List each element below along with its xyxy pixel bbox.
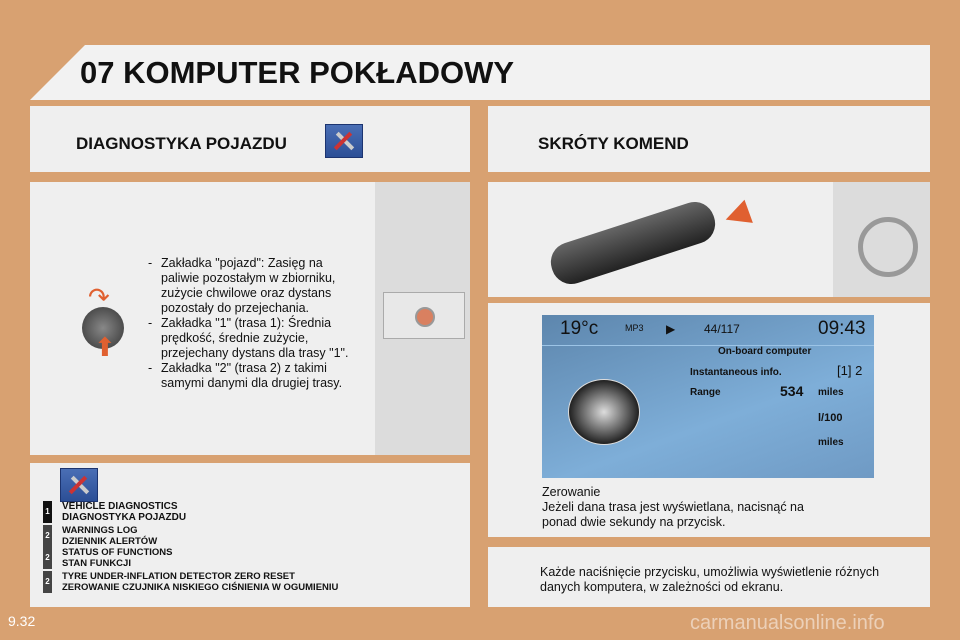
watermark: carmanualsonline.info: [690, 612, 885, 634]
screen-heading: On-board computer: [718, 346, 812, 357]
bullet: - Zakładka "1" (trasa 1): Średnia prędkość, średnie zużycie, przejechany dystans dla trasy "1".: [148, 316, 349, 360]
bullet: - Zakładka "pojazd": Zasięg na paliwie pozostałym w zbiorniku, zużycie chwilowe oraz dystans pozostały do przejechania.: [148, 256, 336, 315]
reset-text: Jeżeli dana trasa jest wyświetlana, nacisnąć na ponad dwie sekundy na przycisk.: [542, 500, 804, 529]
inst-label: Instantaneous info.: [690, 367, 782, 378]
range-label: Range: [690, 387, 721, 398]
trip-tabs: [1] 2: [837, 363, 863, 378]
menu-item: 2 TYRE UNDER-INFLATION DETECTOR ZERO RESET ZEROWANIE CZUJNIKA NISKIEGO CIŚNIENIA W OGUMIENIU: [43, 571, 363, 593]
diagnostics-tool-icon: [325, 124, 363, 158]
play-icon: ▶: [666, 322, 676, 336]
info-panel: [488, 547, 930, 607]
display-screen: [542, 315, 874, 478]
clock-time: 09:43: [818, 318, 866, 339]
diagnostics-tool-icon: [60, 468, 98, 502]
page-number: 9.32: [8, 613, 36, 629]
left-header-panel: [30, 106, 470, 172]
source: MP3: [625, 323, 644, 333]
range-value: 534: [780, 383, 804, 399]
menu-panel: [30, 463, 470, 607]
menu-item: 2 WARNINGS LOG DZIENNIK ALERTÓW: [43, 525, 363, 547]
steering-wheel-icon: [858, 217, 918, 277]
dashboard-image: [375, 182, 470, 455]
rotate-arrow-icon: ↷: [88, 282, 110, 312]
left-header: DIAGNOSTYKA POJAZDU: [76, 134, 287, 153]
bullet: - Zakładka "2" (trasa 2) z takimi samymi danymi dla drugiej trasy.: [148, 361, 343, 390]
push-arrow-icon: ⬆: [94, 332, 116, 362]
reset-title: Zerowanie: [542, 485, 601, 499]
menu-item: 2 STATUS OF FUNCTIONS STAN FUNKCJI: [43, 547, 363, 571]
info-text: Każde naciśnięcie przycisku, umożliwia wyświetlenie różnych danych komputera, w zależności od ekranu.: [540, 565, 880, 594]
consumption-unit: l/100: [818, 412, 843, 424]
control-stalk-image: [546, 197, 721, 289]
stalk-image-panel: [488, 182, 930, 297]
analog-clock: [568, 379, 640, 445]
arrow-icon: ◀: [718, 191, 755, 235]
range-unit: miles: [818, 387, 844, 398]
right-header: SKRÓTY KOMEND: [538, 134, 689, 153]
page-title: 07 KOMPUTER POKŁADOWY: [80, 55, 515, 90]
right-header-panel: [488, 106, 930, 172]
track: 44/117: [704, 322, 740, 336]
temperature: 19°c: [560, 318, 599, 339]
distance-unit: miles: [818, 437, 844, 448]
menu-item: 1 VEHICLE DIAGNOSTICS DIAGNOSTYKA POJAZDU: [43, 501, 363, 525]
diagnostics-panel: [30, 182, 470, 455]
